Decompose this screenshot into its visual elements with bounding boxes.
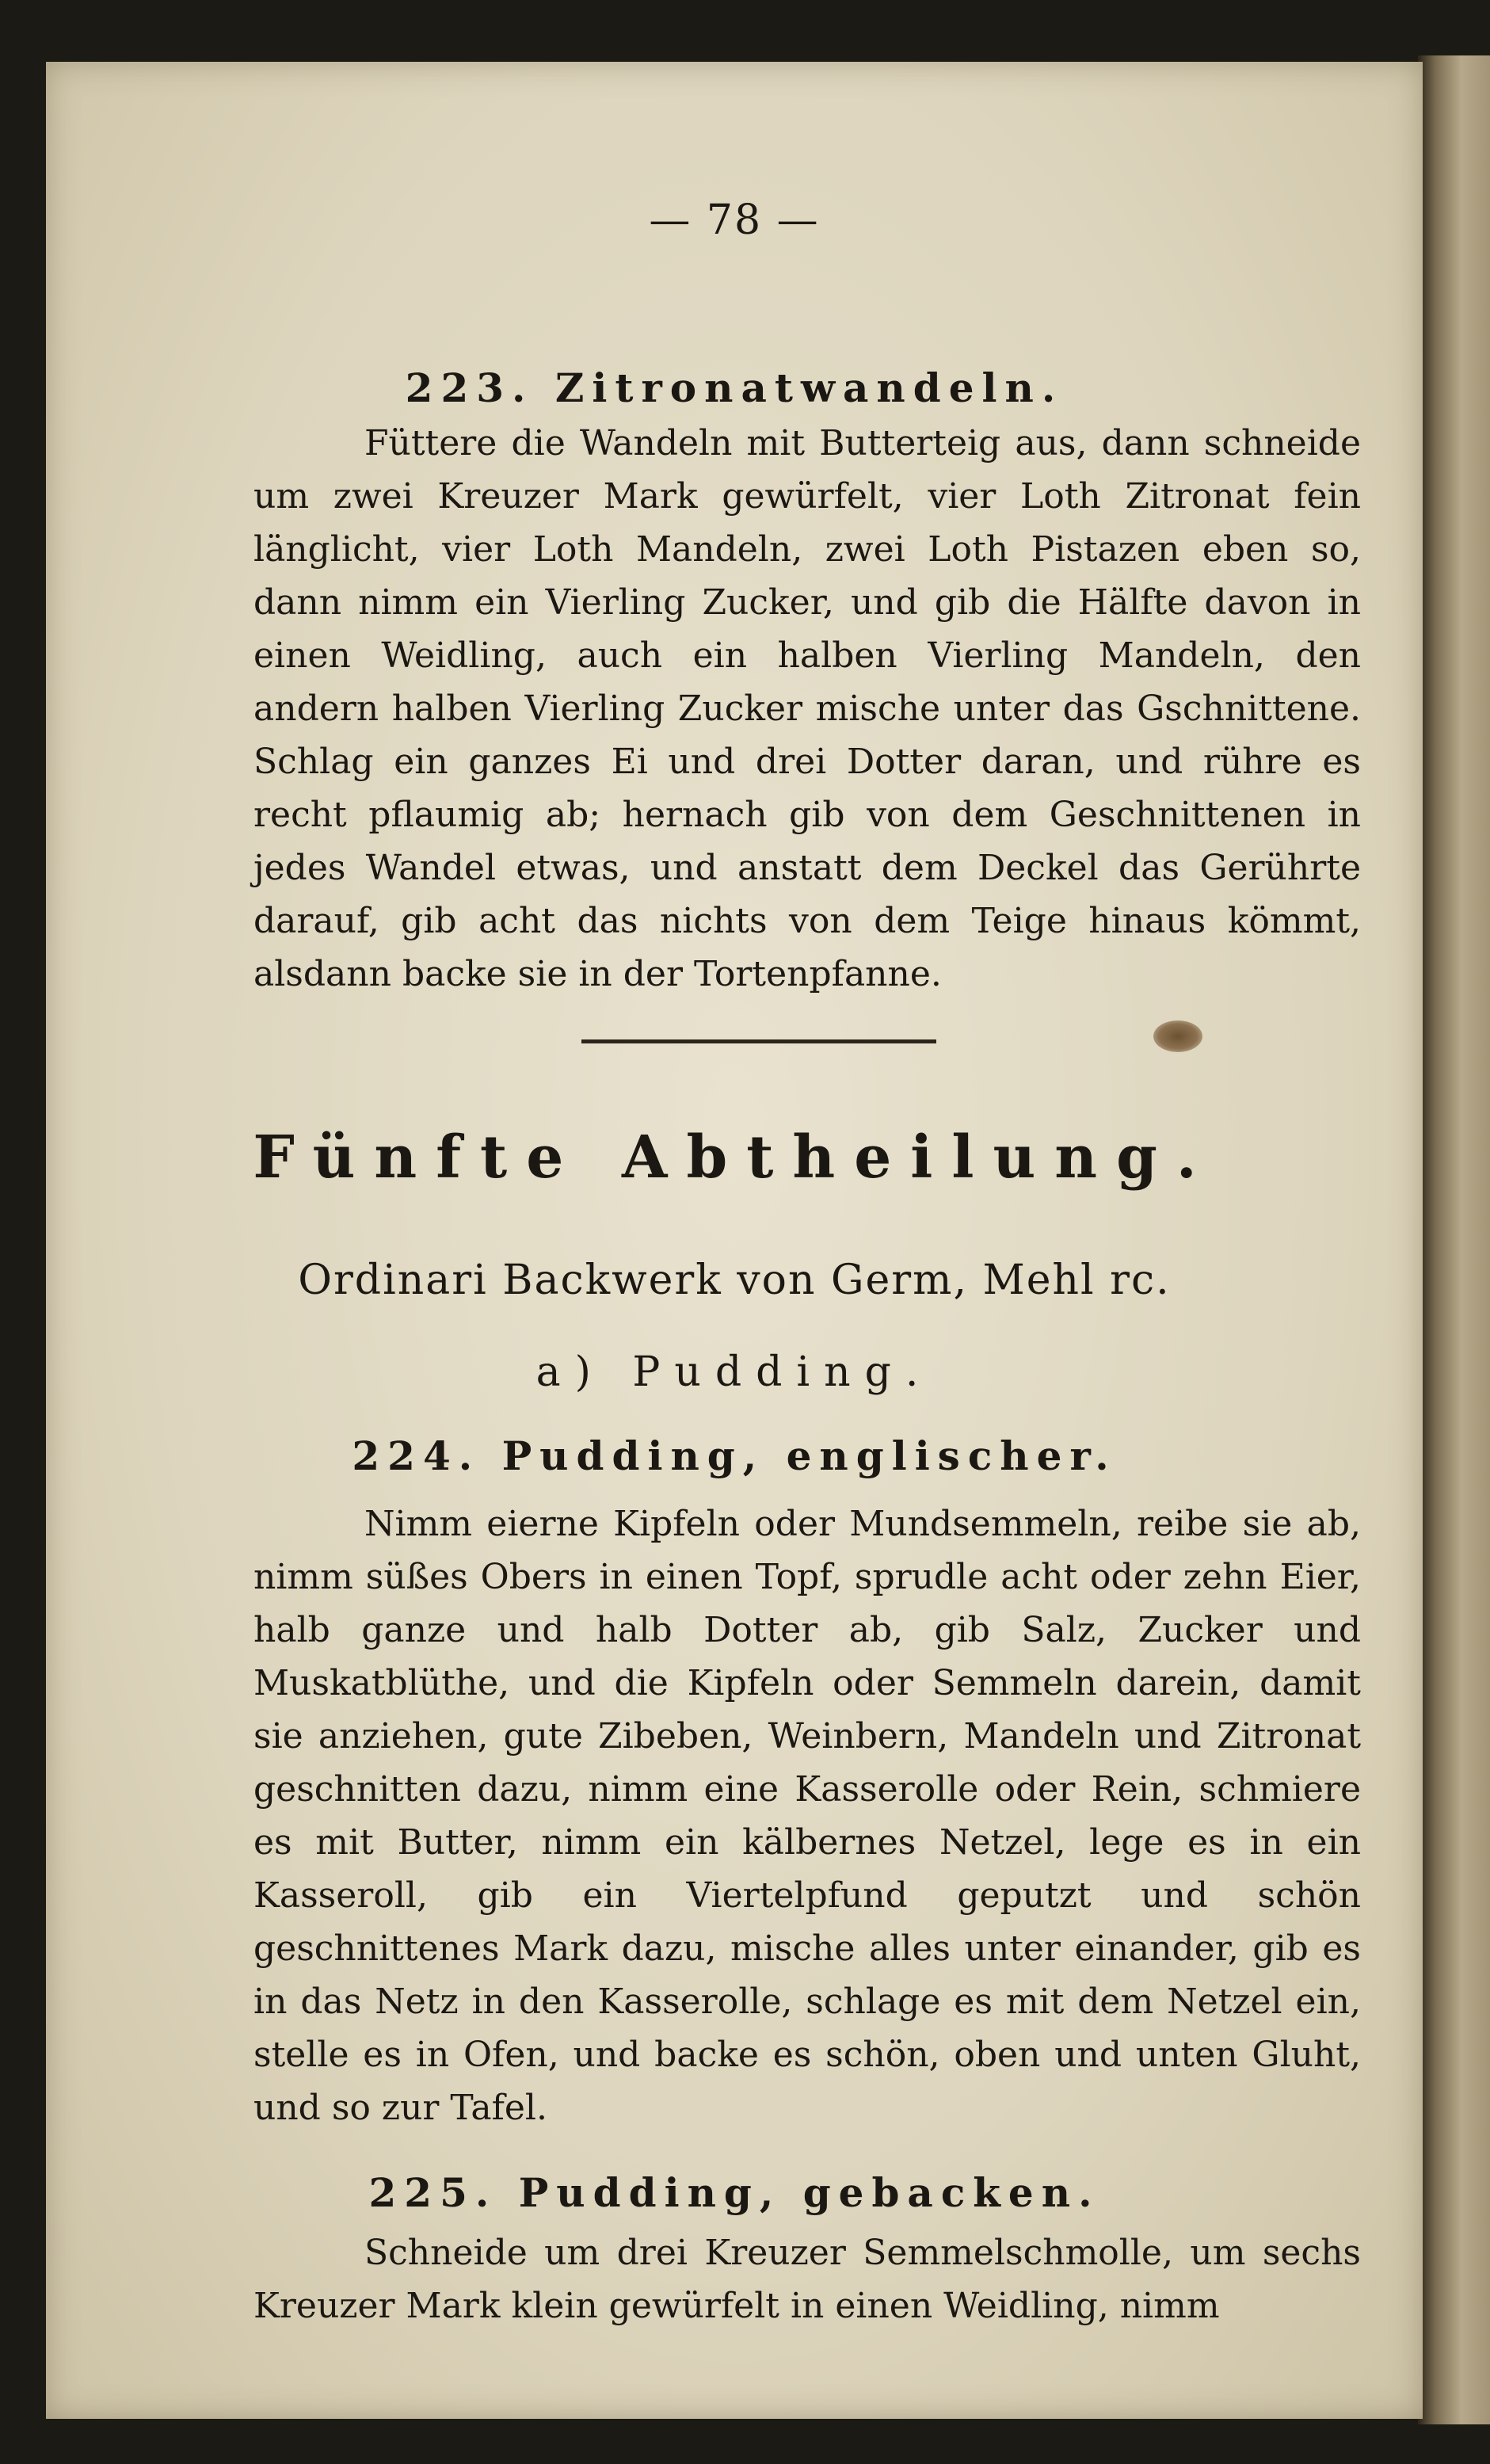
page-number: — 78 —: [649, 196, 820, 244]
paper-stain: [1153, 1020, 1202, 1052]
section-subtitle: Ordinari Backwerk von Germ, Mehl rc.: [298, 1257, 1171, 1304]
section-divider: [581, 1039, 936, 1043]
recipe-224-title: 224. Pudding, englischer.: [352, 1432, 1117, 1479]
recipe-223-text: Füttere die Wandeln mit Butterteig aus, dann schneide um zwei Kreuzer Mark gewürfelt, vier Loth Zitronat fein länglicht, vier Loth Mandeln, zwei Loth Pistazen eben so, dann nimm ein Vierling Zucker, und gib die Hälfte davon in einen Weidling, auch ein halben Vierling Mandeln, den andern halben Vierling Zucker mische unter das Gschnittene. Schlag ein ganzes Ei und drei Dotter daran, und rühre es recht pflaumig ab; hernach gib von dem Geschnittenen in jedes Wandel etwas, und anstatt dem Deckel das Gerührte darauf, gib acht das nichts von dem Teige hinaus kömmt, alsdann backe sie in der Tortenpfanne.: [253, 423, 1361, 994]
book-page: [46, 62, 1423, 2419]
book-page-edge: [1418, 55, 1490, 2424]
subsection-label: a) Pudding.: [535, 1348, 933, 1396]
recipe-225-text: Schneide um drei Kreuzer Semmelschmolle, um sechs Kreuzer Mark klein gewürfelt in einen Weidling, nimm: [253, 2233, 1361, 2326]
section-title: Fünfte Abtheilung.: [253, 1123, 1216, 1192]
recipe-225-title: 225. Pudding, gebacken.: [368, 2169, 1100, 2216]
recipe-223-title: 223. Zitronatwandeln.: [405, 364, 1064, 411]
recipe-224-text: Nimm eierne Kipfeln oder Mundsemmeln, reibe sie ab, nimm süßes Obers in einen Topf, sprudle acht oder zehn Eier, halb ganze und halb Dotter ab, gib Salz, Zucker und Muskatblüthe, und die Kipfeln oder Semmeln darein, damit sie anziehen, gute Zibeben, Weinbern, Mandeln und Zitronat geschnitten dazu, nimm eine Kasserolle oder Rein, schmiere es mit Butter, nimm ein kälbernes Netzel, lege es in ein Kasseroll, gib ein Viertelpfund geputzt und schön geschnittenes Mark dazu, mische alles unter einander, gib es in das Netz in den Kasserolle, schlage es mit dem Netzel ein, stelle es in Ofen, und backe es schön, oben und unten Gluht, und so zur Tafel.: [253, 1504, 1361, 2128]
